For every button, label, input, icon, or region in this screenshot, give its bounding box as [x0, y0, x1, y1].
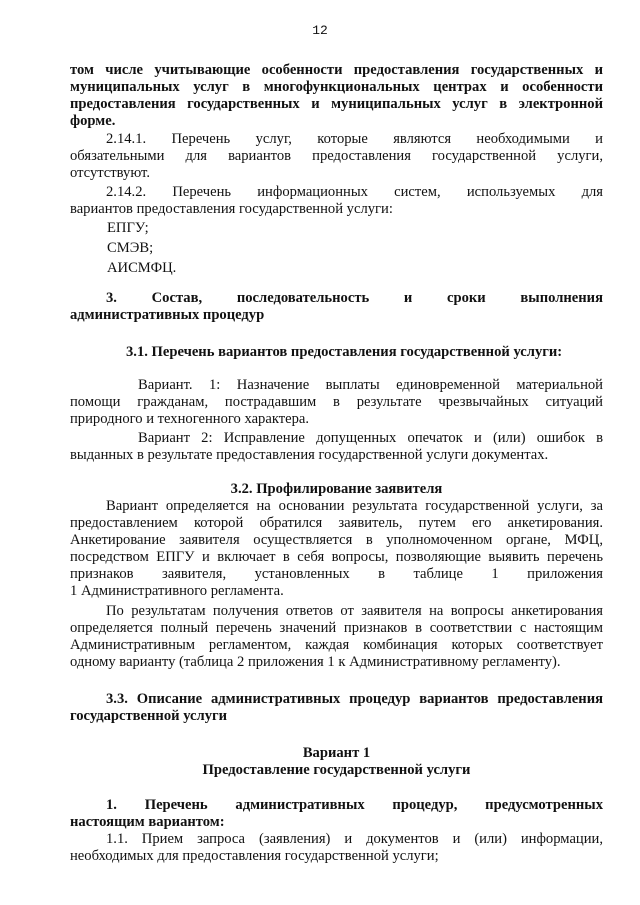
text-line: административных процедур — [70, 307, 265, 323]
variant-1-description — [70, 377, 603, 428]
text-line: предоставлением которой обратился заявитель, путем его анкетирования. — [70, 515, 603, 531]
text-line: форме. — [70, 113, 116, 129]
variant-subtitle: Предоставление государственной услуги — [202, 762, 471, 778]
text-line: 1. Перечень административных процедур, предусмотренных — [106, 797, 603, 813]
paragraph-2-14-2 — [70, 184, 603, 218]
text-line: посредством ЕПГУ и включает в себя вопросы, позволяющие выявить перечень — [70, 549, 603, 565]
text-line: Вариант 2: Исправление допущенных опечаток и (или) ошибок в — [138, 430, 603, 446]
text-line: 3.3. Описание административных процедур вариантов предоставления — [106, 691, 603, 707]
text-line: По результатам получения ответов от заявителя на вопросы анкетирования — [106, 603, 603, 619]
list-item: СМЭВ; — [107, 240, 154, 256]
text-line: 3. Состав, последовательность и сроки выполнения — [106, 290, 603, 306]
text-line: одному варианту (таблица 2 приложения 1 к Административному регламенту). — [70, 654, 561, 670]
text-line: 1.1. Прием запроса (заявления) и документов и (или) информации, — [106, 831, 603, 847]
text-line: природного и техногенного характера. — [70, 411, 310, 427]
section-3-2 — [70, 481, 603, 600]
text-line: необходимых для предоставления государственной услуги; — [70, 848, 439, 864]
text-line: Административным регламентом, каждая комбинация которых соответствует — [70, 637, 603, 653]
text-line: настоящим вариантом: — [70, 814, 225, 830]
text-line: том числе учитывающие особенности предоставления государственных и — [70, 62, 603, 78]
text-line: Вариант определяется на основании результата государственной услуги, за — [106, 498, 603, 514]
text-line: определяется полный перечень значений признаков в соответствии с настоящим — [70, 620, 603, 636]
variant-2-description — [70, 430, 603, 464]
text-line: предоставления государственных и муниципальных услуг в электронной — [70, 96, 603, 112]
section-3-3-heading — [70, 691, 603, 725]
text-line: 3.1. Перечень вариантов предоставления государственной услуги: — [126, 344, 563, 360]
page-number: 12 — [312, 23, 328, 38]
variant-title-block — [70, 745, 603, 779]
item-1 — [70, 797, 603, 831]
text-line: выданных в результате предоставления государственной услуги документах. — [70, 447, 549, 463]
text-line: государственной услуги — [70, 708, 228, 724]
section-3-1-heading — [70, 344, 603, 361]
text-line: 2.14.2. Перечень информационных систем, используемых для — [106, 184, 603, 200]
text-line: признаков заявителя, установленных в таблице 1 приложения — [70, 566, 603, 582]
text-line: Анкетирование заявителя осуществляется в уполномоченном органе, МФЦ, — [70, 532, 603, 548]
section-3-heading — [70, 290, 603, 324]
intro-paragraph — [70, 62, 603, 130]
section-3-2-paragraph-2 — [70, 603, 603, 671]
text-line: 2.14.1. Перечень услуг, которые являются необходимыми и — [106, 131, 603, 147]
list-item: АИСМФЦ. — [107, 260, 177, 276]
list-item: ЕПГУ; — [107, 220, 149, 236]
text-line: вариантов предоставления государственной услуги: — [70, 201, 393, 217]
text-line: обязательными для вариантов предоставления государственной услуги, — [70, 148, 603, 164]
text-line: муниципальных услуг в многофункциональных центрах и особенности — [70, 79, 603, 95]
text-line: 1 Административного регламента. — [70, 583, 284, 599]
text-line: помощи гражданам, пострадавшим в результате чрезвычайных ситуаций — [70, 394, 603, 410]
variant-title: Вариант 1 — [302, 745, 371, 761]
item-1-1 — [70, 831, 603, 865]
section-3-2-heading: 3.2. Профилирование заявителя — [230, 481, 443, 497]
text-line: Вариант. 1: Назначение выплаты единовременной материальной — [138, 377, 603, 393]
systems-list — [107, 218, 407, 278]
text-line: отсутствуют. — [70, 165, 150, 181]
paragraph-2-14-1 — [70, 131, 603, 182]
